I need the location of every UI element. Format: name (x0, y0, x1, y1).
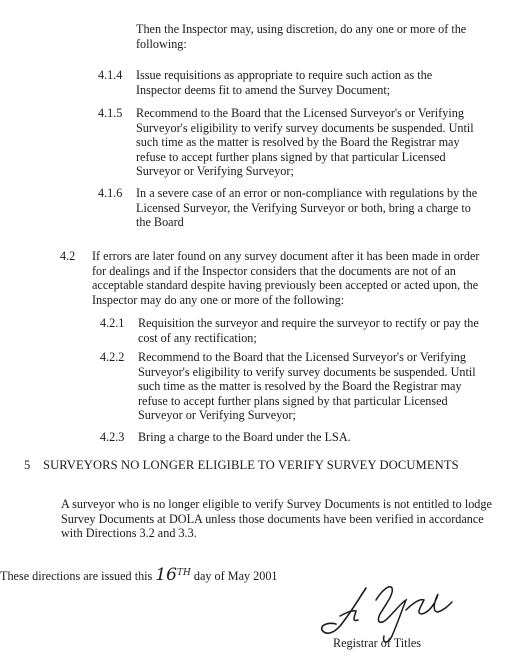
issued-day: 16 (155, 565, 177, 586)
clause-number: 4.2 (60, 249, 76, 263)
signatory-title: Registrar of Titles (333, 636, 422, 650)
clause-number: 4.1.6 (98, 186, 123, 200)
clause-text: If errors are later found on any survey document after it has been made in order for dealings and if the Inspector considers that the documents are not of an acceptable standard despite having previously been accepted or acted upon, the Inspector may do any one or more of the following: (92, 249, 480, 307)
clause-text: Recommend to the Board that the Licensed Surveyor's or Verifying Surveyor's eligibility to verify survey documents be suspended. Until such time as the matter is resolved by the Board the Registrar may refuse to accept further plans signed by that particular Licensed Surveyor or Verifying Surveyor; (138, 350, 476, 423)
section-body: A surveyor who is no longer eligible to verify Survey Documents is not entitled to lodge Survey Documents at DOLA unless those documents have been verified in accordance with Directions 3.2 and 3.3. (61, 497, 492, 541)
clause-text: Bring a charge to the Board under the LSA. (138, 430, 351, 444)
clause-number: 4.1.4 (98, 68, 123, 82)
section-number: 5 (24, 458, 31, 472)
issued-day-suffix: TH (177, 568, 191, 578)
clause-number: 4.1.5 (98, 106, 123, 120)
section-heading: SURVEYORS NO LONGER ELIGIBLE TO VERIFY SURVEY DOCUMENTS (43, 458, 459, 472)
clause-text: Issue requisitions as appropriate to require such action as the Inspector deems fit to amend the Survey Document; (136, 68, 433, 97)
clause-number: 4.2.3 (100, 430, 125, 444)
clause-number: 4.2.1 (100, 316, 125, 330)
clause-text: Recommend to the Board that the Licensed Surveyor's or Verifying Surveyor's eligibility to verify survey documents be suspended. Until such time as the matter is resolved by the Board the Registrar may refuse to accept further plans signed by that particular Licensed Surveyor or Verifying Surveyor; (136, 106, 474, 179)
clause-number: 4.2.2 (100, 350, 125, 364)
clause-text: Requisition the surveyor and require the surveyor to rectify or pay the cost of any rectification; (138, 316, 479, 345)
intro-paragraph: Then the Inspector may, using discretion, do any one or more of the following: (136, 22, 467, 51)
issued-prefix: These directions are issued this (0, 569, 153, 584)
issued-suffix: day of May 2001 (193, 569, 278, 584)
clause-text: In a severe case of an error or non-compliance with regulations by the Licensed Surveyor, the Verifying Surveyor or both, bring a charge to the Board (136, 186, 478, 230)
